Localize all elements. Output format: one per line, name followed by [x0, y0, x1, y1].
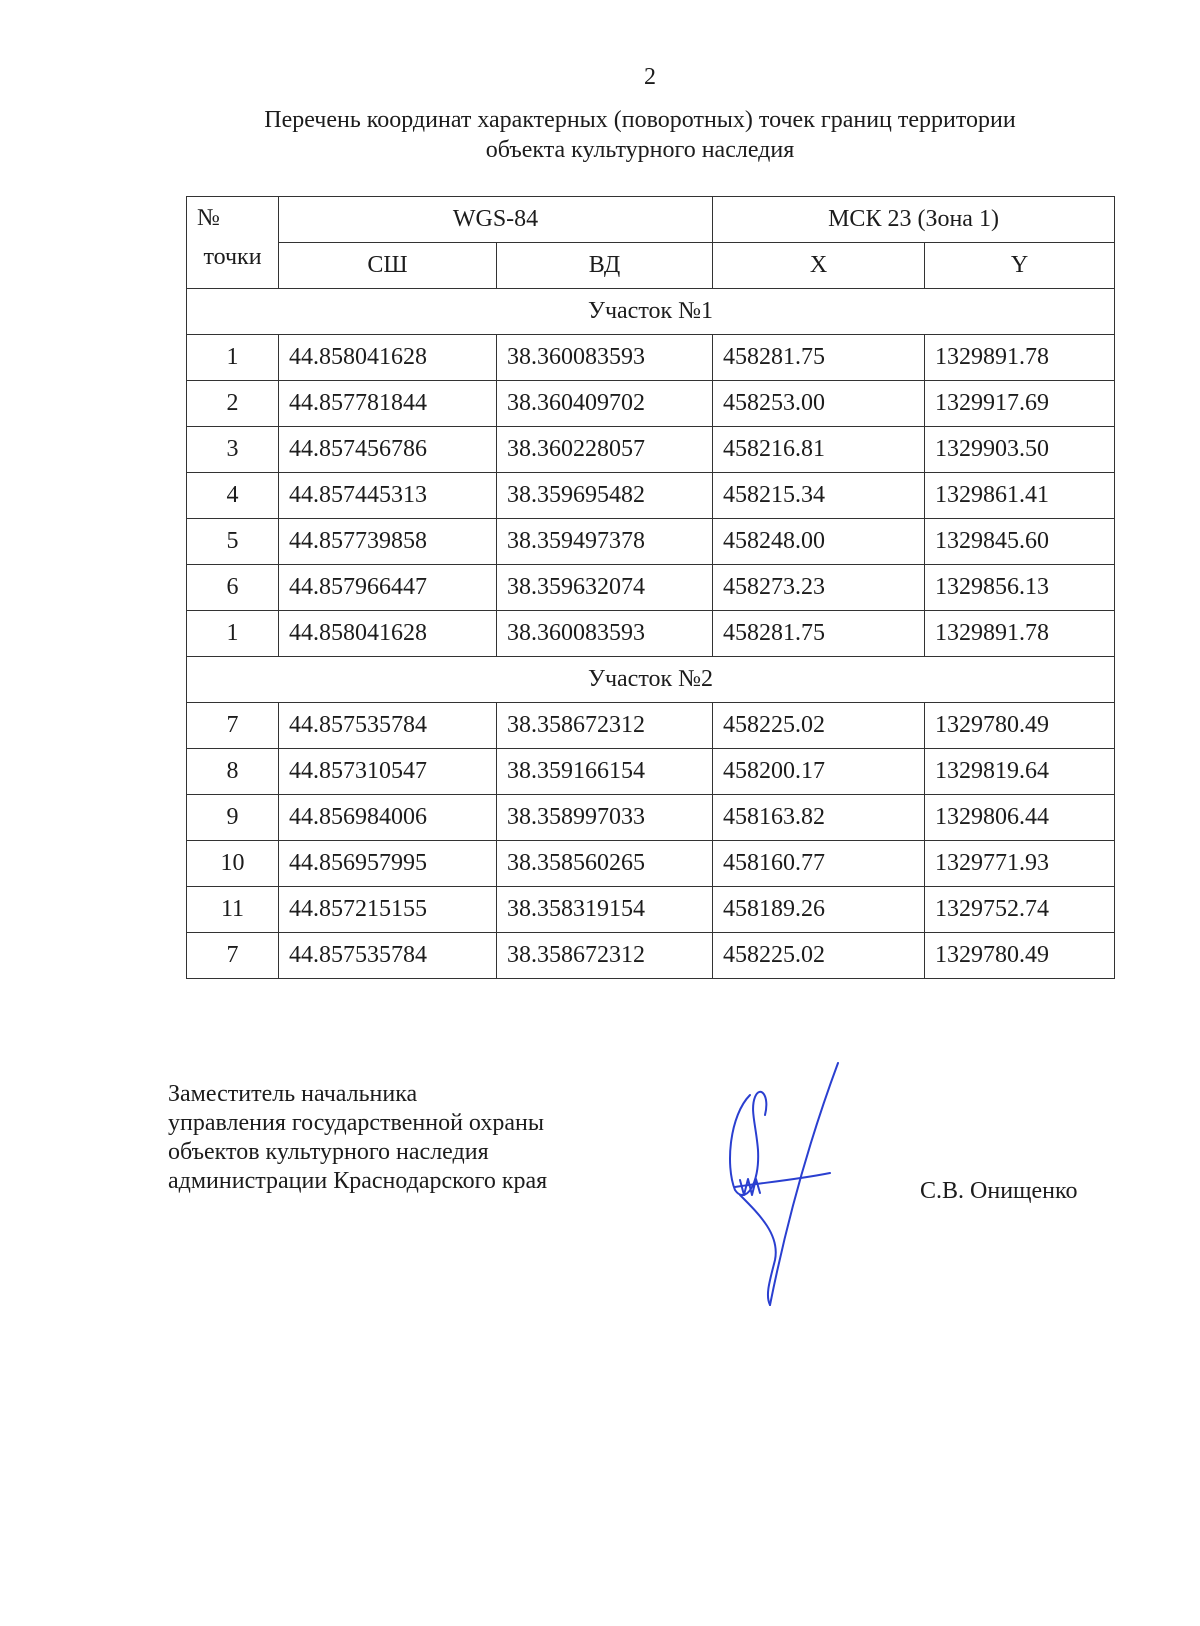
x-coordinate-cell: 458160.77	[713, 841, 925, 887]
longitude-cell: 38.360083593	[497, 611, 713, 657]
latitude-cell: 44.857310547	[279, 749, 497, 795]
table-row	[187, 933, 1115, 979]
y-coordinate-cell: 1329771.93	[925, 841, 1115, 887]
longitude-cell: 38.360228057	[497, 427, 713, 473]
point-number-header	[187, 197, 279, 289]
point-number-cell: 8	[187, 749, 279, 795]
longitude-cell: 38.359497378	[497, 519, 713, 565]
point-number-cell: 7	[187, 703, 279, 749]
signature-stroke-scribble	[740, 1179, 760, 1195]
y-coordinate-cell: 1329891.78	[925, 335, 1115, 381]
x-coordinate-cell: 458225.02	[713, 933, 925, 979]
longitude-cell: 38.359166154	[497, 749, 713, 795]
latitude-cell: 44.856957995	[279, 841, 497, 887]
point-number-cell: 7	[187, 933, 279, 979]
page-number: 2	[644, 64, 656, 90]
x-coordinate-cell: 458253.00	[713, 381, 925, 427]
table-row	[187, 611, 1115, 657]
latitude-cell: 44.857535784	[279, 933, 497, 979]
table-row	[187, 887, 1115, 933]
point-number-cell: 6	[187, 565, 279, 611]
table-row	[187, 565, 1115, 611]
longitude-cell: 38.360409702	[497, 381, 713, 427]
latitude-cell: 44.857445313	[279, 473, 497, 519]
table-row	[187, 335, 1115, 381]
longitude-cell: 38.359632074	[497, 565, 713, 611]
latitude-cell: 44.857966447	[279, 565, 497, 611]
section-title: Участок №1	[187, 289, 1115, 335]
position-line-4: администрации Краснодарского края	[168, 1168, 548, 1194]
longitude-cell: 38.358672312	[497, 933, 713, 979]
x-coordinate-cell: 458281.75	[713, 335, 925, 381]
x-coordinate-cell: 458200.17	[713, 749, 925, 795]
longitude-cell: 38.359695482	[497, 473, 713, 519]
table-row	[187, 519, 1115, 565]
y-coordinate-cell: 1329752.74	[925, 887, 1115, 933]
y-coordinate-cell: 1329806.44	[925, 795, 1115, 841]
document-title	[140, 105, 1140, 165]
x-coordinate-cell: 458281.75	[713, 611, 925, 657]
latitude-cell: 44.857739858	[279, 519, 497, 565]
point-number-cell: 1	[187, 611, 279, 657]
x-coordinate-cell: 458215.34	[713, 473, 925, 519]
latitude-cell: 44.857535784	[279, 703, 497, 749]
title-line-1: Перечень координат характерных (поворотных) точек границ территории	[264, 107, 1016, 133]
y-coordinate-cell: 1329856.13	[925, 565, 1115, 611]
point-number-cell: 11	[187, 887, 279, 933]
lon-header: ВД	[497, 243, 713, 289]
x-coordinate-cell: 458163.82	[713, 795, 925, 841]
y-coordinate-cell: 1329891.78	[925, 611, 1115, 657]
signatory-position	[168, 1080, 547, 1196]
table-row	[187, 427, 1115, 473]
longitude-cell: 38.358997033	[497, 795, 713, 841]
latitude-cell: 44.858041628	[279, 611, 497, 657]
x-coordinate-cell: 458273.23	[713, 565, 925, 611]
section-title: Участок №2	[187, 657, 1115, 703]
no-label: №	[197, 205, 220, 231]
longitude-cell: 38.358560265	[497, 841, 713, 887]
table-row	[187, 381, 1115, 427]
lat-header: СШ	[279, 243, 497, 289]
point-number-cell: 9	[187, 795, 279, 841]
signature-strokes	[730, 1063, 838, 1305]
y-coordinate-cell: 1329780.49	[925, 703, 1115, 749]
x-header: X	[713, 243, 925, 289]
title-line-2: объекта культурного наследия	[485, 137, 795, 163]
longitude-cell: 38.360083593	[497, 335, 713, 381]
latitude-cell: 44.857456786	[279, 427, 497, 473]
signature-stroke-line	[770, 1063, 838, 1305]
point-number-cell: 1	[187, 335, 279, 381]
y-coordinate-cell: 1329819.64	[925, 749, 1115, 795]
longitude-cell: 38.358319154	[497, 887, 713, 933]
y-coordinate-cell: 1329917.69	[925, 381, 1115, 427]
y-coordinate-cell: 1329903.50	[925, 427, 1115, 473]
section-row	[187, 289, 1115, 335]
table-body	[187, 289, 1115, 979]
longitude-cell: 38.358672312	[497, 703, 713, 749]
msk-header: МСК 23 (Зона 1)	[713, 197, 1115, 243]
y-header: Y	[925, 243, 1115, 289]
x-coordinate-cell: 458216.81	[713, 427, 925, 473]
signature-stroke-tail	[740, 1195, 776, 1305]
section-row	[187, 657, 1115, 703]
latitude-cell: 44.856984006	[279, 795, 497, 841]
table-row	[187, 703, 1115, 749]
point-number-cell: 10	[187, 841, 279, 887]
position-line-2: управления государственной охраны	[168, 1110, 544, 1136]
latitude-cell: 44.857215155	[279, 887, 497, 933]
table-row	[187, 795, 1115, 841]
latitude-cell: 44.858041628	[279, 335, 497, 381]
y-coordinate-cell: 1329780.49	[925, 933, 1115, 979]
point-number-cell: 2	[187, 381, 279, 427]
position-line-1: Заместитель начальника	[168, 1081, 418, 1107]
position-line-3: объектов культурного наследия	[168, 1139, 489, 1165]
y-coordinate-cell: 1329861.41	[925, 473, 1115, 519]
signer-name: С.В. Онищенко	[920, 1178, 1078, 1204]
x-coordinate-cell: 458225.02	[713, 703, 925, 749]
latitude-cell: 44.857781844	[279, 381, 497, 427]
point-number-cell: 4	[187, 473, 279, 519]
coordinates-table	[186, 196, 1115, 979]
table-row	[187, 841, 1115, 887]
wgs-header: WGS-84	[279, 197, 713, 243]
y-coordinate-cell: 1329845.60	[925, 519, 1115, 565]
point-number-cell: 3	[187, 427, 279, 473]
handwritten-signature	[720, 1055, 880, 1315]
x-coordinate-cell: 458189.26	[713, 887, 925, 933]
table-row	[187, 473, 1115, 519]
point-number-cell: 5	[187, 519, 279, 565]
x-coordinate-cell: 458248.00	[713, 519, 925, 565]
point-label: точки	[203, 244, 262, 270]
table-row	[187, 749, 1115, 795]
